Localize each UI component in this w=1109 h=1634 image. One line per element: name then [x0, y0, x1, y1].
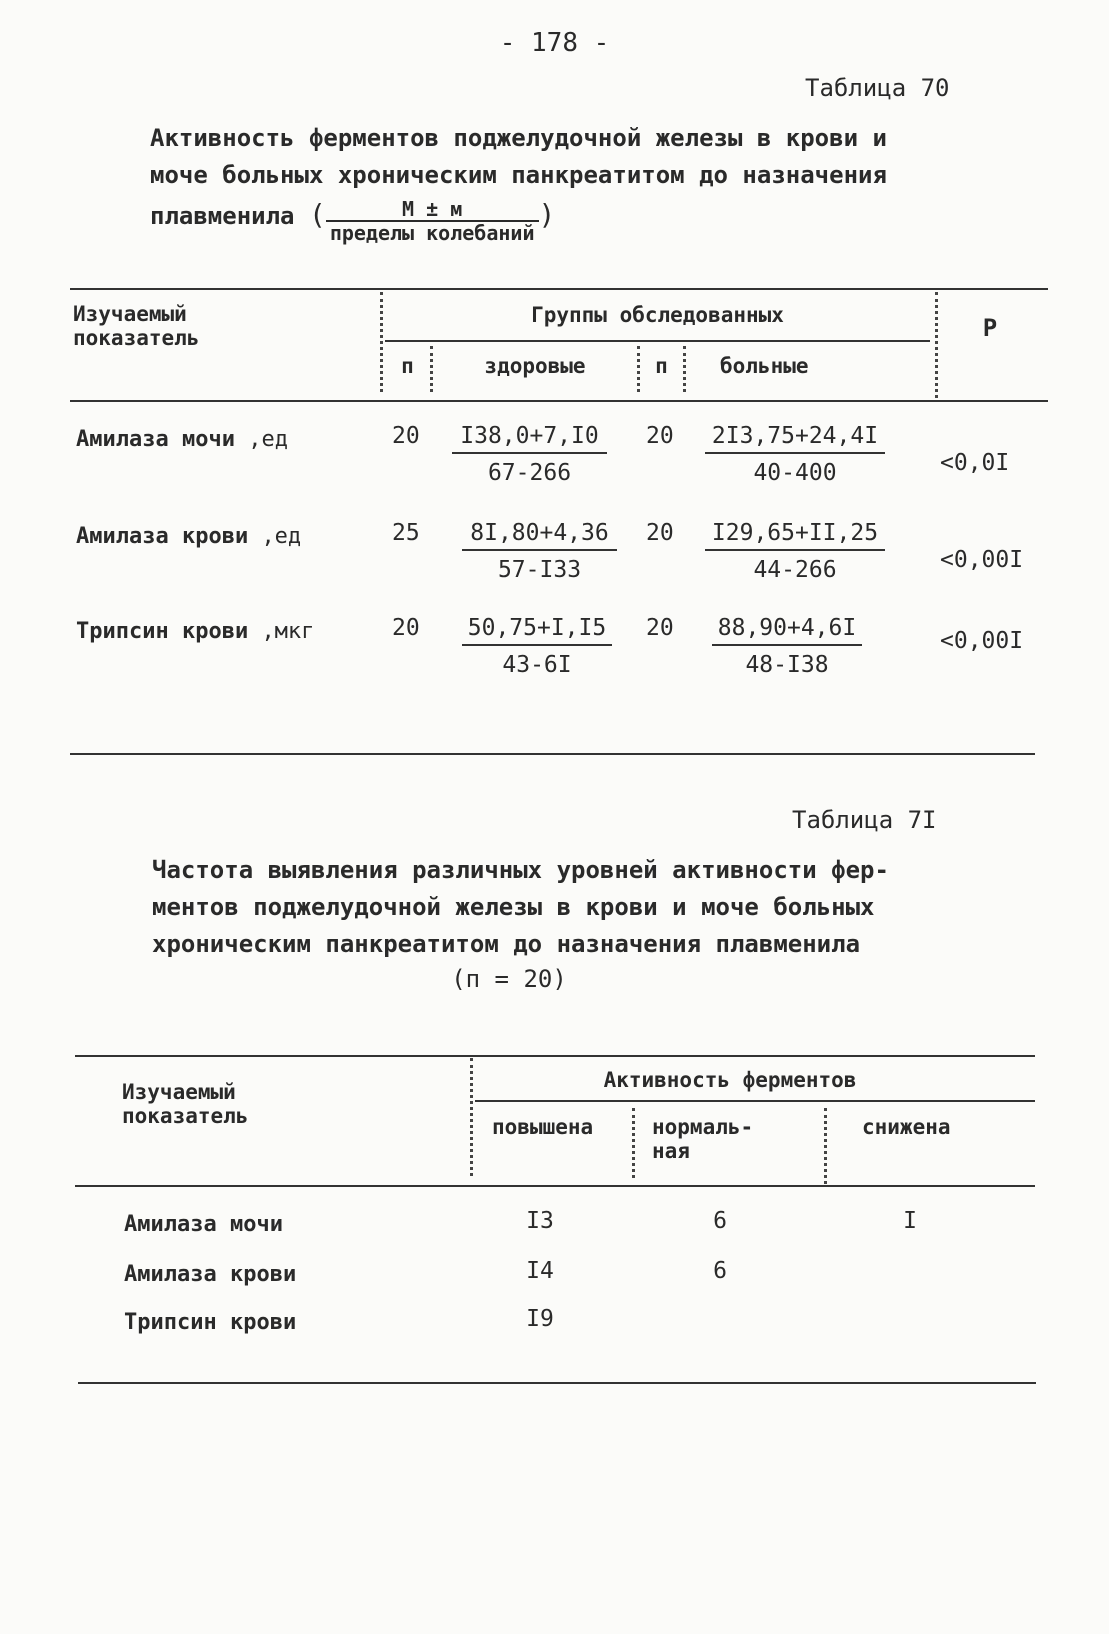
- n-healthy: 20: [392, 423, 420, 449]
- row-label: [76, 619, 314, 644]
- row-name: Амилаза мочи: [76, 427, 235, 452]
- table71-top-rule: [75, 1055, 1035, 1057]
- healthy-mean: 50,75+I,I5: [462, 615, 612, 646]
- table70-top-rule: [70, 288, 1048, 290]
- table70-title-line-1: Активность ферментов поджелудочной железы в крови и: [150, 124, 887, 152]
- n-healthy: 20: [392, 615, 420, 641]
- row-name: Трипсин крови: [124, 1310, 297, 1335]
- table70-title: [150, 120, 887, 245]
- healthy-value: [452, 423, 607, 486]
- table70-sep-n2: [683, 346, 686, 392]
- patients-mean: 2I3,75+24,4I: [705, 423, 885, 454]
- healthy-range: 43-6I: [502, 652, 572, 678]
- row-name: Амилаза крови: [124, 1262, 297, 1287]
- patients-mean: 88,90+4,6I: [712, 615, 862, 646]
- table70-header-patients: больные: [720, 354, 809, 378]
- table70-group-rule: [385, 340, 930, 342]
- table71-header-indicator: Изучаемый показатель: [122, 1080, 249, 1128]
- table70-title-line-3: плавменила ( $\frac{M \pm м}{\text{пределы колебаний}}$ ): [150, 197, 556, 245]
- row-name: Трипсин крови: [76, 619, 249, 644]
- patients-range: 44-266: [753, 557, 837, 583]
- patients-value: [705, 423, 885, 486]
- table71-sep-indicator: [470, 1058, 473, 1176]
- n-patients: 20: [646, 520, 674, 546]
- normal-count: 6: [713, 1258, 727, 1284]
- fraction-numerator: M ± м: [326, 198, 539, 222]
- n-patients: 20: [646, 423, 674, 449]
- healthy-range: 57-I33: [497, 557, 582, 583]
- table70-label: Таблица 70: [805, 74, 950, 102]
- healthy-value: [462, 520, 617, 583]
- normal-count: 6: [713, 1208, 727, 1234]
- patients-mean: I29,65+II,25: [705, 520, 885, 551]
- table71-label: Таблица 7I: [792, 806, 937, 834]
- row-name: Амилаза крови: [76, 524, 249, 549]
- patients-value: [705, 520, 885, 583]
- raised-count: I4: [526, 1258, 554, 1284]
- healthy-mean: 8I,80+4,36: [462, 520, 617, 551]
- table71-header-raised: повышена: [492, 1115, 594, 1139]
- table70-header-rule: [70, 400, 1048, 402]
- patients-range: 48-I38: [745, 652, 829, 678]
- table71-sep-normal: [824, 1108, 827, 1184]
- table71-title: [152, 852, 889, 963]
- p-value: <0,00I: [940, 547, 1024, 573]
- table70-header-groups: Группы обследованных: [531, 303, 784, 327]
- table70-title-line-2: моче больных хроническим панкреатитом до назначения: [150, 161, 887, 189]
- p-value: <0,0I: [940, 450, 1010, 476]
- patients-value: [712, 615, 862, 678]
- table70-header-healthy: здоровые: [484, 354, 586, 378]
- row-name: Амилаза мочи: [124, 1212, 283, 1237]
- n-patients: 20: [646, 615, 674, 641]
- raised-count: I9: [526, 1306, 554, 1332]
- row-unit: ,ед: [248, 427, 288, 452]
- table70-sep-indicator: [380, 292, 383, 392]
- healthy-mean: I38,0+7,I0: [452, 423, 607, 454]
- fraction-denominator: пределы колебаний: [329, 221, 535, 245]
- table71-bottom-rule: [78, 1382, 1036, 1384]
- table70-fraction: [326, 198, 539, 244]
- table70-header-p: Р: [982, 314, 998, 342]
- table71-header-lowered: снижена: [862, 1115, 951, 1139]
- table70-sep-n1: [430, 346, 433, 392]
- row-unit: ,ед: [261, 524, 302, 549]
- raised-count: I3: [526, 1208, 554, 1234]
- row-label: [76, 427, 288, 452]
- table71-title-line-1: Частота выявления различных уровней активности фер-: [152, 856, 889, 884]
- table71-header-normal: нормаль- ная: [652, 1115, 754, 1163]
- row-unit: ,мкг: [261, 619, 315, 644]
- lowered-count: I: [903, 1208, 917, 1234]
- table70-header-n1: п: [401, 354, 414, 378]
- table71-sep-raised: [632, 1108, 635, 1178]
- table70-title-last-word: плавменила: [150, 202, 295, 230]
- table71-header-rule: [75, 1185, 1035, 1187]
- p-value: <0,00I: [940, 628, 1024, 654]
- table71-title-line-2: ментов поджелудочной железы в крови и моче больных: [152, 893, 875, 921]
- healthy-range: 67-266: [487, 460, 572, 486]
- healthy-value: [462, 615, 612, 678]
- table71-header-activity: Активность ферментов: [603, 1068, 857, 1092]
- table71-title-line-3: хроническим панкреатитом до назначения плавменила: [152, 930, 861, 958]
- table70-bottom-rule: [70, 753, 1035, 755]
- table70-header-indicator: Изучаемый показатель: [73, 302, 200, 350]
- table70-sep-p: [935, 292, 938, 398]
- table71-group-rule: [475, 1100, 1035, 1102]
- table71-title-line-4: (п = 20): [451, 965, 567, 993]
- page-number: - 178 -: [499, 28, 610, 58]
- patients-range: 40-400: [753, 460, 837, 486]
- n-healthy: 25: [392, 520, 420, 546]
- row-label: [76, 524, 301, 549]
- table70-header-n2: п: [655, 354, 668, 378]
